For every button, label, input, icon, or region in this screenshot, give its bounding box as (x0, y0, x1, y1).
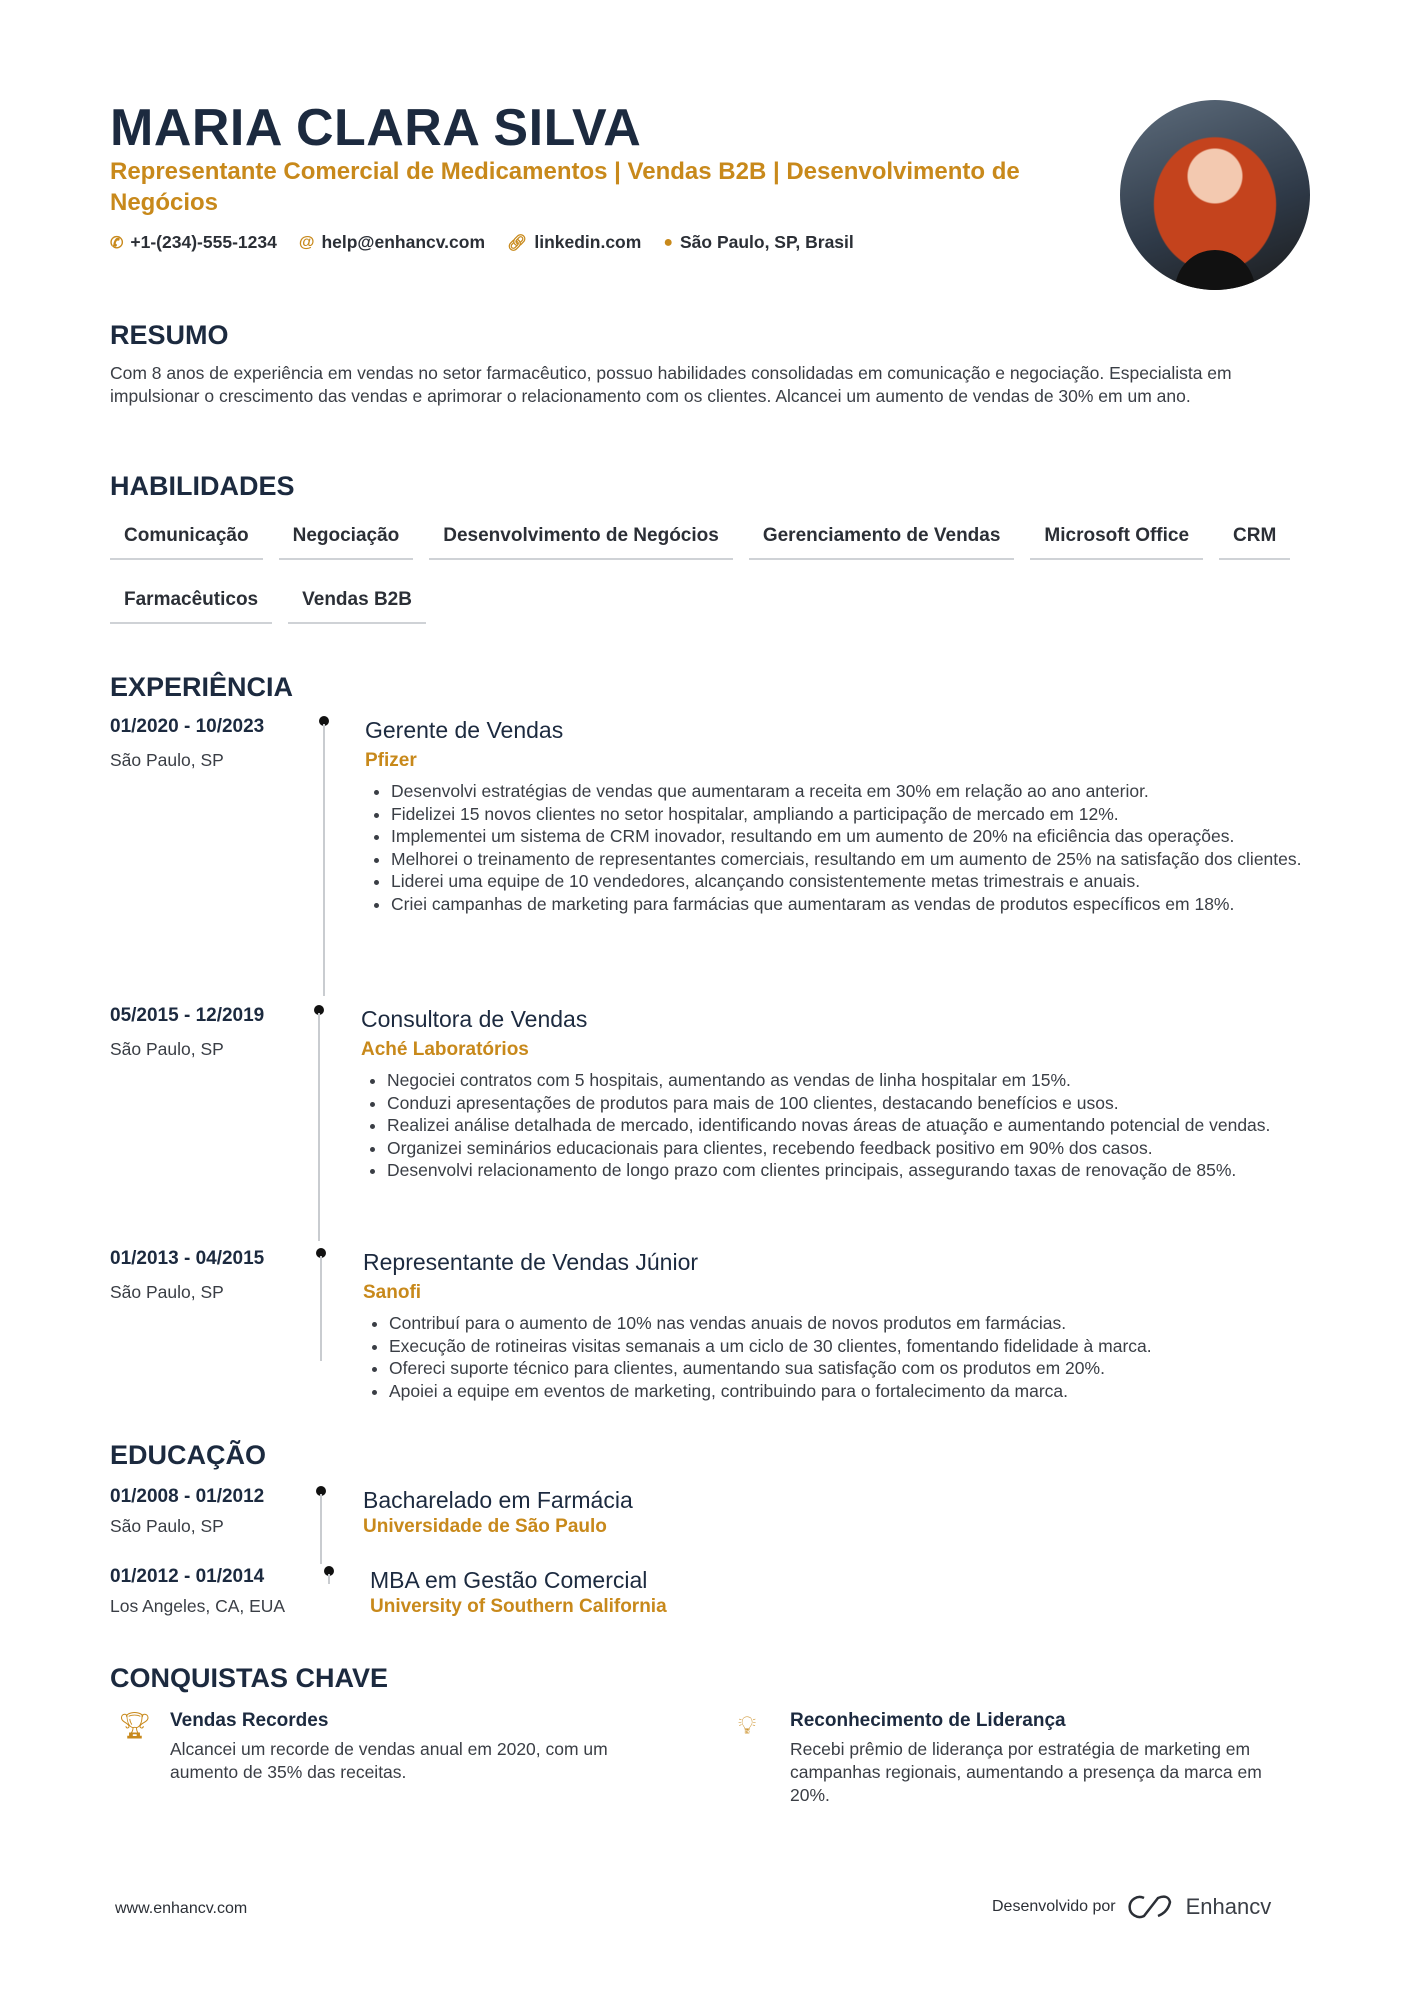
job-company: Pfizer (365, 750, 417, 771)
enhancv-logo-icon (1128, 1894, 1174, 1920)
footer-website[interactable]: www.enhancv.com (115, 1900, 248, 1917)
experience-heading: EXPERIÊNCIA (110, 672, 294, 702)
at-icon: @ (298, 233, 315, 251)
job-company: Sanofi (363, 1282, 422, 1303)
job-title: Consultora de Vendas (361, 1006, 588, 1032)
job-bullet: • Execução de rotineiras visitas semanais a um ciclo de 30 clientes, fomentando fidelidade à marca. (389, 1335, 1403, 1358)
contact-bar (110, 232, 854, 253)
achievement-title: Reconhecimento de Liderança (790, 1710, 1066, 1731)
job-title: Representante de Vendas Júnior (363, 1249, 699, 1275)
skills-list (110, 516, 1310, 624)
job-bullet: • Organizei seminários educacionais para clientes, recebendo feedback positivo em 90% dos casos. (387, 1137, 1401, 1160)
job-location: São Paulo, SP (110, 1282, 224, 1302)
achievement-item (110, 1710, 670, 1784)
skill-tag: Microsoft Office (1030, 516, 1203, 560)
enhancv-brand: Enhancv (1185, 1894, 1272, 1919)
contact-email[interactable] (299, 232, 485, 253)
job-date: 05/2015 - 12/2019 (110, 1005, 265, 1026)
location-text: São Paulo, SP, Brasil (679, 232, 854, 252)
achievement-text: Alcancei um recorde de vendas anual em 2020, com um aumento de 35% das receitas. (170, 1739, 608, 1782)
job-bullet: • Negociei contratos com 5 hospitais, aumentando as vendas de linha hospitalar em 15%. (387, 1069, 1401, 1092)
skill-tag: CRM (1219, 516, 1290, 560)
job-date: 01/2013 - 04/2015 (110, 1248, 265, 1269)
footer-branding (992, 1894, 1271, 1920)
summary-text: Com 8 anos de experiência em vendas no setor farmacêutico, possuo habilidades consolidadas em comunicação e negociação. Especialista em impulsionar o crescimento das vendas e aprimorar o relacionamento com os clientes. Alcancei um aumento de vendas de 30% em um ano. (110, 363, 1232, 406)
contact-linkedin[interactable] (507, 232, 641, 253)
achievements-heading: CONQUISTAS CHAVE (110, 1663, 389, 1693)
timeline-line (320, 1256, 322, 1361)
job-date: 01/2020 - 10/2023 (110, 716, 265, 737)
achievement-title: Vendas Recordes (170, 1710, 329, 1731)
skills-heading: HABILIDADES (110, 471, 295, 501)
edu-date: 01/2008 - 01/2012 (110, 1486, 265, 1507)
job-company: Aché Laboratórios (361, 1039, 529, 1060)
skill-tag: Comunicação (110, 516, 263, 560)
edu-degree: Bacharelado em Farmácia (363, 1487, 633, 1513)
edu-date: 01/2012 - 01/2014 (110, 1566, 265, 1587)
education-heading: EDUCAÇÃO (110, 1440, 267, 1470)
achievement-item (730, 1710, 1290, 1807)
contact-phone[interactable] (110, 232, 277, 253)
phone-icon: ✆ (110, 234, 124, 252)
job-bullet: • Apoiei a equipe em eventos de marketing, contribuindo para o fortalecimento da marca. (389, 1380, 1403, 1403)
job-bullet: • Melhorei o treinamento de representantes comerciais, resultando em um aumento de 25% na satisfação dos clientes. (391, 848, 1405, 871)
job-bullet: • Realizei análise detalhada de mercado, identificando novas áreas de atuação e aumentando potencial de vendas. (387, 1114, 1401, 1137)
edu-location: São Paulo, SP (110, 1516, 224, 1536)
job-bullet: • Conduzi apresentações de produtos para mais de 100 clientes, destacando benefícios e usos. (387, 1092, 1401, 1115)
timeline-line (320, 1494, 322, 1564)
timeline-line (323, 724, 325, 996)
achievement-text: Recebi prêmio de liderança por estratégia de marketing em campanhas regionais, aumentando a presença da marca em 20%. (790, 1739, 1262, 1805)
edu-location: Los Angeles, CA, EUA (110, 1596, 286, 1616)
job-title: Gerente de Vendas (365, 717, 564, 743)
skill-tag: Desenvolvimento de Negócios (429, 516, 733, 560)
candidate-name: MARIA CLARA SILVA (110, 99, 642, 157)
link-icon: 🔗︎ (507, 234, 528, 252)
candidate-title: Representante Comercial de Medicamentos | Vendas B2B | Desenvolvimento de Negócios (110, 158, 1020, 216)
profile-photo (1120, 100, 1310, 290)
job-location: São Paulo, SP (110, 1039, 224, 1059)
job-bullet: • Fidelizei 15 novos clientes no setor hospitalar, ampliando a participação de mercado em 12%. (391, 803, 1405, 826)
skill-tag: Vendas B2B (288, 580, 426, 624)
skill-tag: Gerenciamento de Vendas (749, 516, 1015, 560)
job-bullet: • Criei campanhas de marketing para farmácias que aumentaram as vendas de produtos específicos em 18%. (391, 893, 1405, 916)
location-icon: ● (663, 233, 673, 251)
trophy-icon: 🏆︎ (118, 1710, 152, 1740)
lightbulb-icon: 💡︎ (738, 1710, 757, 1740)
phone-text: +1-(234)-555-1234 (130, 232, 277, 252)
job-bullet: • Ofereci suporte técnico para clientes, aumentando sua satisfação com os produtos em 20%. (389, 1357, 1403, 1380)
job-bullet: • Desenvolvi relacionamento de longo prazo com clientes principais, assegurando taxas de renovação de 85%. (387, 1159, 1401, 1182)
skill-tag: Farmacêuticos (110, 580, 272, 624)
linkedin-text: linkedin.com (534, 232, 642, 252)
job-bullet: • Liderei uma equipe de 10 vendedores, alcançando consistentemente metas trimestrais e anuais. (391, 870, 1405, 893)
job-bullet: • Desenvolvi estratégias de vendas que aumentaram a receita em 30% em relação ao ano anterior. (391, 780, 1405, 803)
timeline-line (318, 1013, 320, 1241)
powered-by-text: Desenvolvido por (992, 1898, 1116, 1915)
skill-tag: Negociação (279, 516, 414, 560)
contact-location (663, 232, 853, 253)
job-bullet: • Implementei um sistema de CRM inovador, resultando em um aumento de 20% na eficiência das operações. (391, 825, 1405, 848)
job-bullet: • Contribuí para o aumento de 10% nas vendas anuais de novos produtos em farmácias. (389, 1312, 1403, 1335)
timeline-line (328, 1574, 330, 1584)
edu-school: University of Southern California (370, 1596, 667, 1617)
edu-school: Universidade de São Paulo (363, 1516, 607, 1537)
email-text: help@enhancv.com (321, 232, 486, 252)
job-location: São Paulo, SP (110, 750, 224, 770)
summary-heading: RESUMO (110, 320, 229, 350)
edu-degree: MBA em Gestão Comercial (370, 1567, 648, 1593)
